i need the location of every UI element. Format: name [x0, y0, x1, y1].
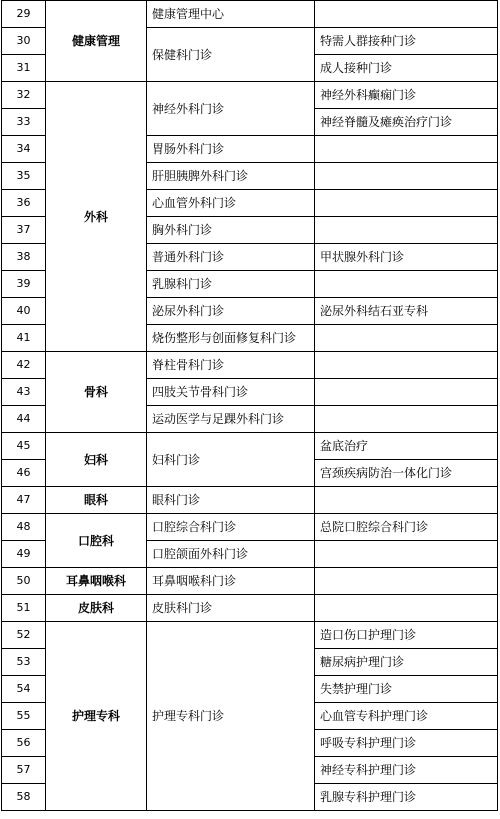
table-row: [2, 622, 498, 649]
clinic-cell: 胃肠外科门诊: [147, 136, 315, 163]
clinic-cell: 保健科门诊: [147, 28, 315, 82]
sub-clinic-cell: 泌尿外科结石亚专科: [315, 298, 498, 325]
row-number: 52: [2, 622, 46, 649]
row-number: 48: [2, 514, 46, 541]
department-cell: 外科: [46, 82, 147, 352]
sub-clinic-cell: 神经专科护理门诊: [315, 757, 498, 784]
table-row: [2, 433, 498, 460]
sub-clinic-cell: 造口伤口护理门诊: [315, 622, 498, 649]
row-number: 30: [2, 28, 46, 55]
table-row: [2, 514, 498, 541]
department-cell: 皮肤科: [46, 595, 147, 622]
sub-clinic-cell: [315, 136, 498, 163]
row-number: 29: [2, 1, 46, 28]
sub-clinic-cell: [315, 217, 498, 244]
department-cell: 妇科: [46, 433, 147, 487]
clinic-cell: 眼科门诊: [147, 487, 315, 514]
clinic-cell: 皮肤科门诊: [147, 595, 315, 622]
row-number: 47: [2, 487, 46, 514]
sub-clinic-cell: [315, 568, 498, 595]
clinic-cell: 胸外科门诊: [147, 217, 315, 244]
table-row: [2, 595, 498, 622]
sub-clinic-cell: [315, 325, 498, 352]
row-number: 32: [2, 82, 46, 109]
row-number: 33: [2, 109, 46, 136]
clinic-cell: 健康管理中心: [147, 1, 315, 28]
department-cell: 耳鼻咽喉科: [46, 568, 147, 595]
clinic-cell: 脊柱骨科门诊: [147, 352, 315, 379]
sub-clinic-cell: [315, 352, 498, 379]
row-number: 50: [2, 568, 46, 595]
sub-clinic-cell: 特需人群接种门诊: [315, 28, 498, 55]
row-number: 49: [2, 541, 46, 568]
clinic-cell: 普通外科门诊: [147, 244, 315, 271]
row-number: 57: [2, 757, 46, 784]
row-number: 42: [2, 352, 46, 379]
clinic-cell: 心血管外科门诊: [147, 190, 315, 217]
sub-clinic-cell: 盆底治疗: [315, 433, 498, 460]
row-number: 46: [2, 460, 46, 487]
row-number: 35: [2, 163, 46, 190]
department-cell: 眼科: [46, 487, 147, 514]
table-row: [2, 82, 498, 109]
table-row: [2, 568, 498, 595]
clinic-cell: 妇科门诊: [147, 433, 315, 487]
clinic-cell: 泌尿外科门诊: [147, 298, 315, 325]
sub-clinic-cell: [315, 379, 498, 406]
row-number: 37: [2, 217, 46, 244]
table-row: [2, 1, 498, 28]
clinic-cell: 四肢关节骨科门诊: [147, 379, 315, 406]
row-number: 41: [2, 325, 46, 352]
sub-clinic-cell: 神经脊髓及瘫痪治疗门诊: [315, 109, 498, 136]
row-number: 56: [2, 730, 46, 757]
clinic-cell: 乳腺科门诊: [147, 271, 315, 298]
sub-clinic-cell: [315, 271, 498, 298]
clinic-cell: 肝胆胰脾外科门诊: [147, 163, 315, 190]
department-cell: 护理专科: [46, 622, 147, 811]
sub-clinic-cell: 神经外科癫痫门诊: [315, 82, 498, 109]
row-number: 51: [2, 595, 46, 622]
sub-clinic-cell: 失禁护理门诊: [315, 676, 498, 703]
clinic-table-body: [2, 1, 498, 811]
sub-clinic-cell: 成人接种门诊: [315, 55, 498, 82]
sub-clinic-cell: [315, 487, 498, 514]
sub-clinic-cell: 总院口腔综合科门诊: [315, 514, 498, 541]
sub-clinic-cell: 呼吸专科护理门诊: [315, 730, 498, 757]
sub-clinic-cell: 心血管专科护理门诊: [315, 703, 498, 730]
sub-clinic-cell: 乳腺专科护理门诊: [315, 784, 498, 811]
sub-clinic-cell: [315, 163, 498, 190]
row-number: 36: [2, 190, 46, 217]
row-number: 34: [2, 136, 46, 163]
department-cell: 骨科: [46, 352, 147, 433]
sub-clinic-cell: 糖尿病护理门诊: [315, 649, 498, 676]
department-cell: 健康管理: [46, 1, 147, 82]
row-number: 55: [2, 703, 46, 730]
clinic-cell: 烧伤整形与创面修复科门诊: [147, 325, 315, 352]
row-number: 40: [2, 298, 46, 325]
row-number: 54: [2, 676, 46, 703]
sub-clinic-cell: [315, 595, 498, 622]
clinic-cell: 口腔综合科门诊: [147, 514, 315, 541]
sub-clinic-cell: 甲状腺外科门诊: [315, 244, 498, 271]
department-cell: 口腔科: [46, 514, 147, 568]
clinic-cell: 口腔颌面外科门诊: [147, 541, 315, 568]
row-number: 53: [2, 649, 46, 676]
table-row: [2, 352, 498, 379]
sub-clinic-cell: [315, 406, 498, 433]
row-number: 39: [2, 271, 46, 298]
row-number: 44: [2, 406, 46, 433]
clinic-cell: 神经外科门诊: [147, 82, 315, 136]
clinic-table: [1, 0, 498, 811]
sub-clinic-cell: 宫颈疾病防治一体化门诊: [315, 460, 498, 487]
sub-clinic-cell: [315, 190, 498, 217]
clinic-cell: 耳鼻咽喉科门诊: [147, 568, 315, 595]
row-number: 31: [2, 55, 46, 82]
row-number: 45: [2, 433, 46, 460]
sub-clinic-cell: [315, 1, 498, 28]
table-row: [2, 487, 498, 514]
row-number: 43: [2, 379, 46, 406]
clinic-cell: 运动医学与足踝外科门诊: [147, 406, 315, 433]
row-number: 58: [2, 784, 46, 811]
clinic-cell: 护理专科门诊: [147, 622, 315, 811]
sub-clinic-cell: [315, 541, 498, 568]
row-number: 38: [2, 244, 46, 271]
